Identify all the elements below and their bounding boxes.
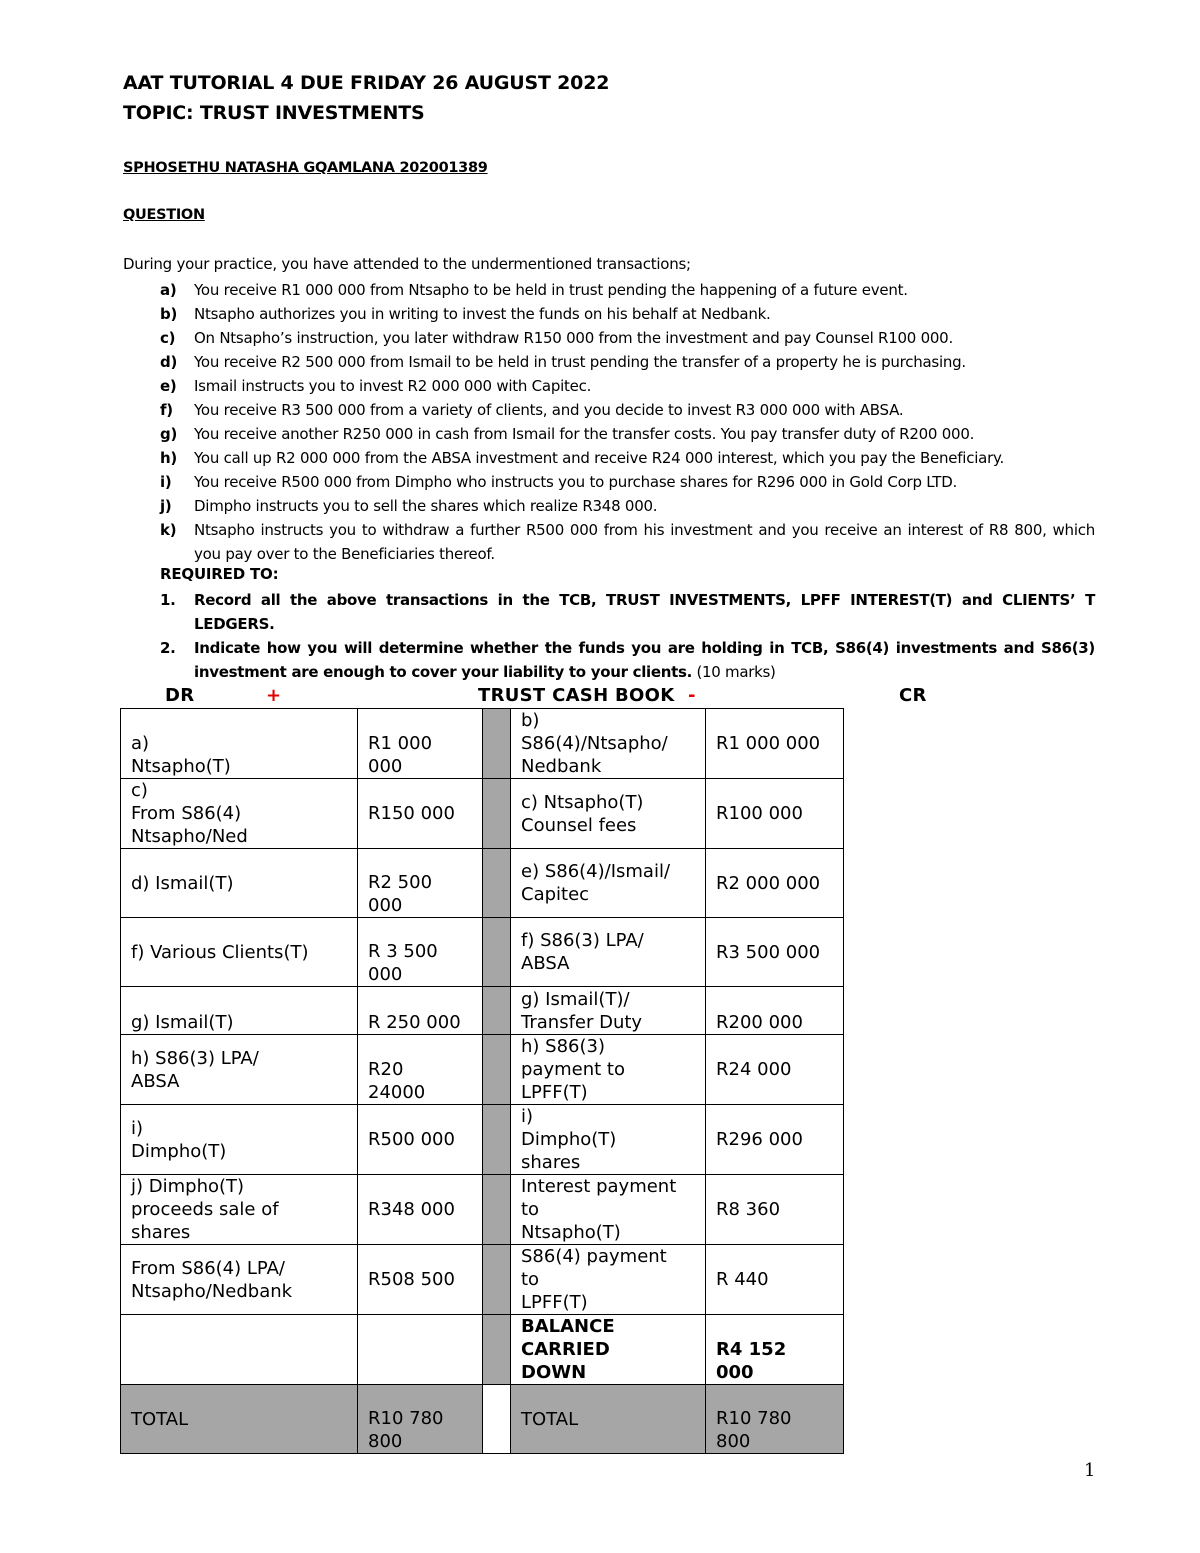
cr-amount: R8 360 — [706, 1175, 844, 1245]
topic-title: TOPIC: TRUST INVESTMENTS — [123, 102, 425, 124]
table-row — [121, 849, 844, 918]
plus-sign: + — [266, 685, 282, 706]
item-text: You receive R1 000 000 from Ntsapho to be held in trust pending the happening of a future event. — [194, 281, 908, 299]
list-item — [160, 422, 1095, 446]
page-title: AAT TUTORIAL 4 DUE FRIDAY 26 AUGUST 2022 — [123, 72, 610, 94]
item-marker: k) — [160, 521, 177, 539]
total-row — [121, 1385, 844, 1454]
list-item — [160, 302, 1095, 326]
dr-description — [121, 1315, 358, 1385]
debit-label: DR — [165, 685, 195, 706]
dr-description: From S86(4) LPA/ Ntsapho/Nedbank — [121, 1245, 358, 1315]
list-item — [160, 494, 1095, 518]
table-row — [121, 709, 844, 779]
item-suffix: (10 marks) — [692, 663, 776, 681]
item-text: You receive R3 500 000 from a variety of clients, and you decide to invest R3 000 000 with ABSA. — [194, 401, 904, 419]
cr-description: b) S86(4)/Ntsapho/ Nedbank — [511, 709, 706, 779]
item-text: Ismail instructs you to invest R2 000 000 with Capitec. — [194, 377, 592, 395]
table-row — [121, 1245, 844, 1315]
balance-carried-down-amount: R4 152 000 — [706, 1315, 844, 1385]
dr-description: c) From S86(4) Ntsapho/Ned — [121, 779, 358, 849]
item-marker: j) — [160, 497, 172, 515]
item-marker: f) — [160, 401, 173, 419]
student-name: SPHOSETHU NATASHA GQAMLANA 202001389 — [123, 160, 488, 176]
dr-description: d) Ismail(T) — [121, 849, 358, 918]
list-item — [160, 374, 1095, 398]
item-marker: 1. — [160, 591, 176, 609]
credit-label: CR — [899, 685, 927, 706]
table-row — [121, 1315, 844, 1385]
column-separator — [483, 849, 511, 918]
column-separator — [483, 709, 511, 779]
item-text: Ntsapho instructs you to withdraw a further R500 000 from his investment and you receive an interest of R8 800, which you pay over to the Beneficiaries thereof. — [194, 521, 1095, 563]
question-heading: QUESTION — [123, 207, 205, 223]
item-marker: g) — [160, 425, 178, 443]
item-text: You call up R2 000 000 from the ABSA investment and receive R24 000 interest, which you pay the Beneficiary. — [194, 449, 1004, 467]
list-item — [160, 470, 1095, 494]
cr-total-amount: R10 780 800 — [706, 1385, 844, 1454]
cr-description: g) Ismail(T)/ Transfer Duty — [511, 987, 706, 1035]
dr-description: f) Various Clients(T) — [121, 918, 358, 987]
list-item — [160, 278, 1095, 302]
dr-amount: R508 500 — [358, 1245, 483, 1315]
list-item — [160, 446, 1095, 470]
table-row — [121, 1035, 844, 1105]
cashbook-title: TRUST CASH BOOK — [478, 685, 675, 706]
list-item — [160, 518, 1095, 566]
column-separator — [483, 1035, 511, 1105]
dr-amount: R500 000 — [358, 1105, 483, 1175]
required-list — [160, 588, 1095, 684]
table-row — [121, 1105, 844, 1175]
cr-amount: R100 000 — [706, 779, 844, 849]
table-row — [121, 779, 844, 849]
cr-amount: R 440 — [706, 1245, 844, 1315]
cr-description: S86(4) payment to LPFF(T) — [511, 1245, 706, 1315]
cr-description: f) S86(3) LPA/ ABSA — [511, 918, 706, 987]
cr-description: c) Ntsapho(T) Counsel fees — [511, 779, 706, 849]
cr-description: i) Dimpho(T) shares — [511, 1105, 706, 1175]
item-marker: i) — [160, 473, 172, 491]
column-separator — [483, 987, 511, 1035]
dr-amount: R1 000 000 — [358, 709, 483, 779]
table-row — [121, 987, 844, 1035]
dr-amount — [358, 1315, 483, 1385]
item-text: On Ntsapho’s instruction, you later withdraw R150 000 from the investment and pay Counsel R100 000. — [194, 329, 953, 347]
item-marker: b) — [160, 305, 178, 323]
cr-amount: R296 000 — [706, 1105, 844, 1175]
cr-description: Interest payment to Ntsapho(T) — [511, 1175, 706, 1245]
item-marker: h) — [160, 449, 178, 467]
item-text: Record all the above transactions in the TCB, TRUST INVESTMENTS, LPFF INTEREST(T) and CLIENTS’ T LEDGERS. — [194, 591, 1095, 633]
dr-amount: R20 24000 — [358, 1035, 483, 1105]
dr-description: i) Dimpho(T) — [121, 1105, 358, 1175]
balance-carried-down-label: BALANCE CARRIED DOWN — [511, 1315, 706, 1385]
list-item — [160, 588, 1095, 636]
item-text: Dimpho instructs you to sell the shares which realize R348 000. — [194, 497, 658, 515]
list-item — [160, 398, 1095, 422]
list-item — [160, 350, 1095, 374]
dr-description: a) Ntsapho(T) — [121, 709, 358, 779]
dr-description: j) Dimpho(T) proceeds sale of shares — [121, 1175, 358, 1245]
column-separator — [483, 1315, 511, 1385]
item-text: You receive another R250 000 in cash from Ismail for the transfer costs. You pay transfer duty of R200 000. — [194, 425, 975, 443]
item-text: Ntsapho authorizes you in writing to invest the funds on his behalf at Nedbank. — [194, 305, 771, 323]
minus-sign: - — [688, 685, 696, 706]
dr-total-label: TOTAL — [121, 1385, 358, 1454]
cr-amount: R200 000 — [706, 987, 844, 1035]
item-marker: a) — [160, 281, 177, 299]
item-marker: e) — [160, 377, 177, 395]
column-separator — [483, 779, 511, 849]
item-marker: 2. — [160, 639, 176, 657]
table-row — [121, 1175, 844, 1245]
dr-description: h) S86(3) LPA/ ABSA — [121, 1035, 358, 1105]
trust-cash-book-table — [120, 708, 844, 1454]
dr-total-amount: R10 780 800 — [358, 1385, 483, 1454]
cr-total-label: TOTAL — [511, 1385, 706, 1454]
transaction-list — [160, 278, 1095, 566]
item-text: You receive R2 500 000 from Ismail to be held in trust pending the transfer of a property he is purchasing. — [194, 353, 966, 371]
item-text: You receive R500 000 from Dimpho who instructs you to purchase shares for R296 000 in Gold Corp LTD. — [194, 473, 958, 491]
list-item — [160, 326, 1095, 350]
cr-amount: R3 500 000 — [706, 918, 844, 987]
column-separator — [483, 1175, 511, 1245]
intro-text: During your practice, you have attended to the undermentioned transactions; — [123, 255, 691, 273]
cr-amount: R1 000 000 — [706, 709, 844, 779]
page-number: 1 — [1084, 1460, 1096, 1481]
table-row — [121, 918, 844, 987]
cr-amount: R2 000 000 — [706, 849, 844, 918]
column-separator — [483, 1385, 511, 1454]
item-marker: c) — [160, 329, 176, 347]
cr-description: e) S86(4)/Ismail/ Capitec — [511, 849, 706, 918]
list-item — [160, 636, 1095, 684]
column-separator — [483, 1105, 511, 1175]
dr-amount: R150 000 — [358, 779, 483, 849]
item-text: Indicate how you will determine whether the funds you are holding in TCB, S86(4) investments and S86(3) investment are enough to cover your liability to your clients. — [194, 639, 1095, 681]
column-separator — [483, 918, 511, 987]
dr-amount: R 250 000 — [358, 987, 483, 1035]
cr-description: h) S86(3) payment to LPFF(T) — [511, 1035, 706, 1105]
required-heading: REQUIRED TO: — [160, 565, 279, 583]
dr-amount: R2 500 000 — [358, 849, 483, 918]
dr-amount: R348 000 — [358, 1175, 483, 1245]
dr-amount: R 3 500 000 — [358, 918, 483, 987]
column-separator — [483, 1245, 511, 1315]
item-marker: d) — [160, 353, 178, 371]
cr-amount: R24 000 — [706, 1035, 844, 1105]
dr-description: g) Ismail(T) — [121, 987, 358, 1035]
